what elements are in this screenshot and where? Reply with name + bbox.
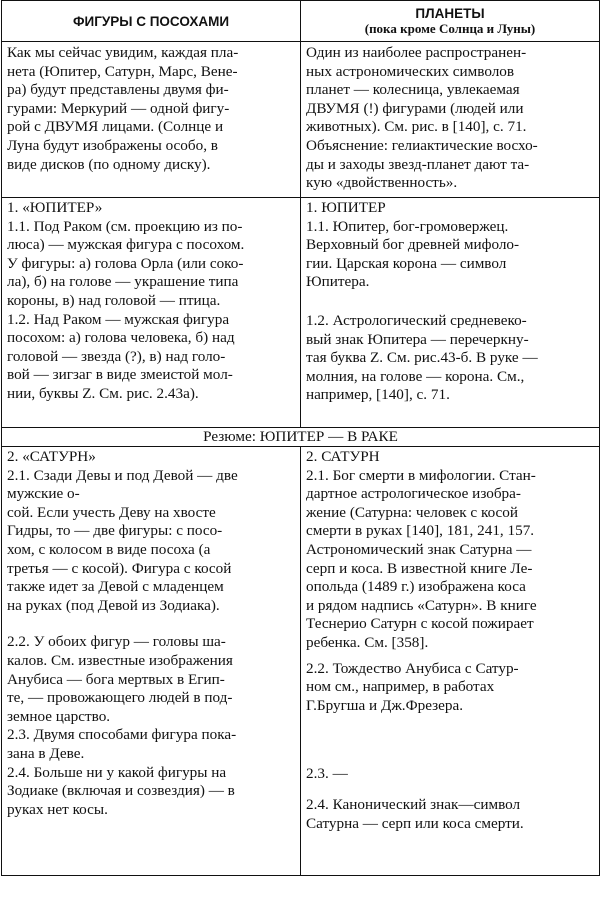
saturn-right-text-4: 2.4. Канонический знак—символ Сатурна — серп или коса смерти.: [306, 795, 524, 832]
saturn-right-gap-1: [306, 653, 595, 660]
intro-left-text: Как мы сейчас увидим, каждая пла- нета (Юпитер, Сатурн, Марс, Вене- ра) будут представлены двумя фи- гурами: Меркурий — одной фигу- рой с ДВУМЯ лицами. (Солнце и Луна будут изображены особо, в виде дисков (по одному диску).: [7, 44, 239, 173]
saturn-row: [2, 447, 600, 876]
header-left: [2, 1, 301, 42]
header-right-subtitle: (пока кроме Солнца и Луны): [364, 21, 536, 36]
resume-text: Резюме: ЮПИТЕР — В РАКЕ: [203, 428, 398, 445]
saturn-left-cell: [2, 447, 301, 876]
intro-row: [2, 42, 600, 198]
saturn-right-text-2: 2.2. Тождество Анубиса с Сатур- ном см., например, в работах Г.Бругша и Дж.Фрезера.: [306, 659, 519, 714]
saturn-left-text-2: 2.2. У обоих фигур — головы ша- калов. См. известные изображения Анубиса — бога мертвых в Егип- те, — провожающего людей в под- земное царство.: [7, 633, 233, 725]
header-right: [301, 1, 600, 42]
header-left-title: ФИГУРЫ С ПОСОХАМИ: [72, 13, 230, 29]
jupiter-row: [2, 198, 600, 428]
intro-right-cell: [301, 42, 600, 198]
saturn-left-text-1: 2. «САТУРН» 2.1. Сзади Девы и под Девой — две мужские о- сой. Если учесть Деву на хвосте Гидры, то — две фигуры: с посо- хом, с колосом в виде посоха (а третья — с косой). Фигура с косой также идет за Девой с младенцем на руках (под Девой из Зодиака).: [7, 448, 238, 614]
saturn-left-gap-1: [7, 615, 296, 633]
resume-row: [2, 428, 600, 447]
jupiter-left-text-1: 1. «ЮПИТЕР» 1.1. Под Раком (см. проекцию из по- люса) — мужская фигура с посохом. У фигуры: а) голова Орла (или соко- ла), б) на голове — украшение типа короны, в) над головой — птица.: [7, 199, 245, 309]
header-row: [2, 1, 600, 42]
intro-left-cell: [2, 42, 301, 198]
comparison-table: [1, 0, 600, 876]
header-right-title: ПЛАНЕТЫ: [415, 6, 485, 21]
saturn-right-text-3: 2.3. —: [306, 765, 348, 783]
jupiter-right-text-2: 1.2. Астрологический средневеко- вый знак Юпитера — перечеркну- тая буква Z. См. рис.43-б. В руке — молния, на голове — корона. См., например, [140], с. 71.: [306, 311, 538, 404]
saturn-right-text-1: 2. САТУРН 2.1. Бог смерти в мифологии. Стан- дартное астрологическое изобра- жение (Сатурна: человек с косой смерти в руках [140], 181, 241, 157. Астрономический знак Сатурна — серп и коса. В известной книге Ле- опольда (1489 г.) изображена коса и рядом надпись «Сатурн». В книге Теснерио Сатурн с косой пожирает ребенка. См. [358].: [306, 448, 537, 651]
saturn-left-text-3: 2.3. Двумя способами фигура пока- зана в Деве.: [7, 726, 237, 762]
jupiter-right-gap: [306, 292, 595, 312]
saturn-left-text-4: 2.4. Больше ни у какой фигуры на Зодиаке (включая и созвездия) — в руках нет косы.: [7, 763, 235, 818]
jupiter-right-cell: [301, 198, 600, 428]
jupiter-left-text-2: 1.2. Над Раком — мужская фигура посохом: а) голова человека, б) над головой — звезда (?), в) над голо- вой — зигзаг в виде змеистой мол- нии, буквы Z. См. рис. 2.43а).: [7, 310, 235, 402]
jupiter-left-cell: [2, 198, 301, 428]
intro-right-text: Один из наиболее распространен- ных астрономических символов планет — колесница, увлекаемая ДВУМЯ (!) фигурами (людей или животных). См. рис. в [140], с. 71. Объяснение: гелиактические восхо- ды и заходы звезд-планет дают та- кую «двойственность».: [306, 44, 538, 192]
saturn-right-cell: [301, 447, 600, 876]
saturn-right-gap-3: [306, 784, 595, 796]
saturn-right-gap-2: [306, 715, 595, 765]
resume-cell: [2, 428, 600, 447]
jupiter-right-text-1: 1. ЮПИТЕР 1.1. Юпитер, бог-громовержец. Верховный бог древней мифоло- гии. Царская корона — символ Юпитера.: [306, 199, 520, 291]
